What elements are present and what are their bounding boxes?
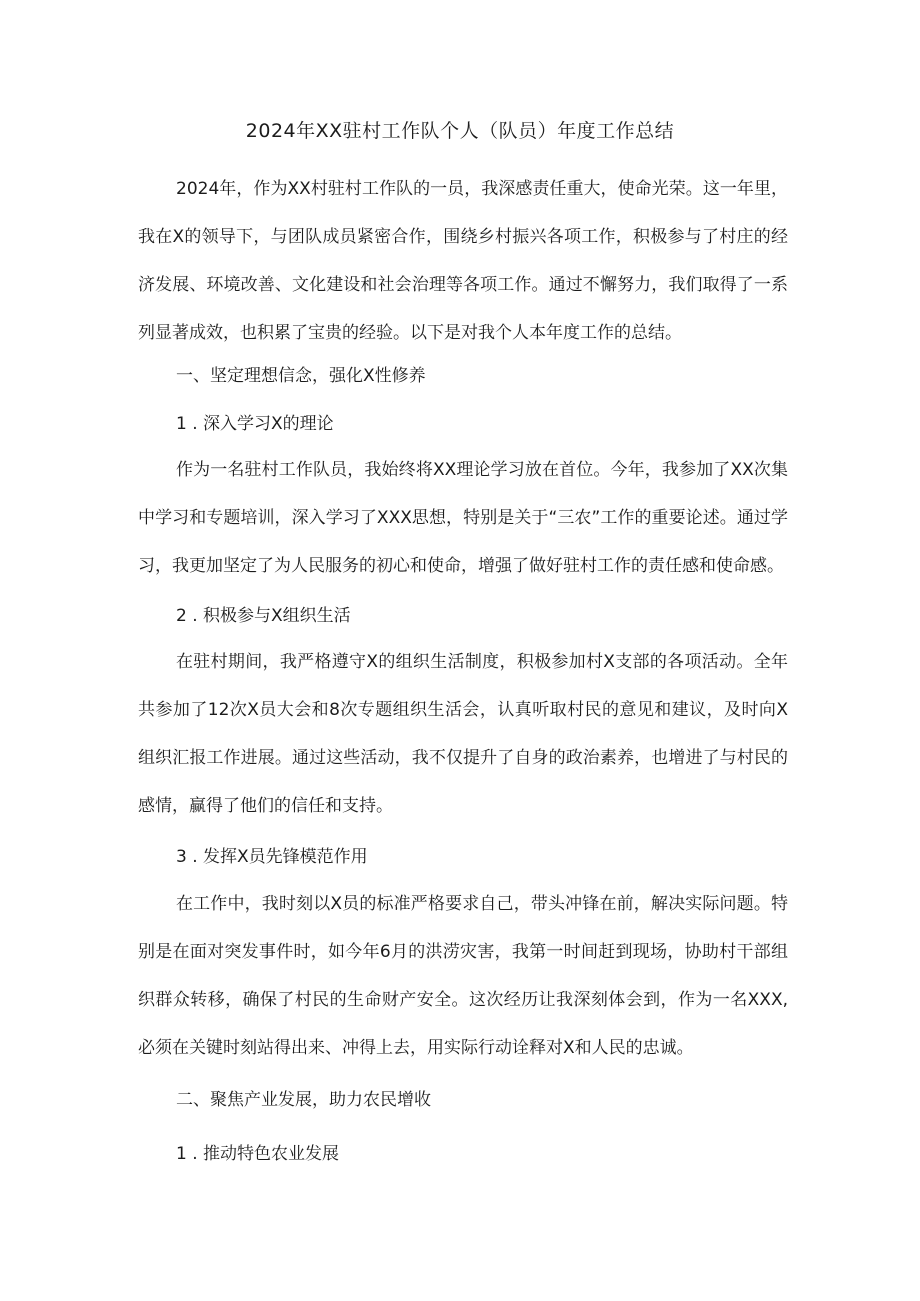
- section-heading-2: 二、聚焦产业发展，助力农民增收: [176, 1090, 431, 1110]
- subsection-heading-2: 2 . 积极参与X组织生活: [176, 606, 351, 626]
- document-title: 2024年XX驻村工作队个人（队员）年度工作总结: [245, 120, 675, 142]
- subsection-paragraph-2: [138, 638, 788, 830]
- paragraph-text: 2024年，作为XX村驻村工作队的一员，我深感责任重大，使命光荣。这一年里，我在X的领导下，与团队成员紧密合作，围绕乡村振兴各项工作，积极参与了村庄的经济发展、环境改善、文化建设和社会治理等各项工作。通过不懈努力，我们取得了一系列显著成效，也积累了宝贵的经验。以下是对我个人本年度工作的总结。: [138, 179, 788, 343]
- paragraph-text: 在驻村期间，我严格遵守X的组织生活制度，积极参加村X支部的各项活动。全年共参加了12次X员大会和8次专题组织生活会，认真听取村民的意见和建议，及时向X组织汇报工作进展。通过这些活动，我不仅提升了自身的政治素养，也增进了与村民的感情，赢得了他们的信任和支持。: [138, 652, 788, 816]
- subsection-heading-3: 3 . 发挥X员先锋模范作用: [176, 847, 368, 867]
- intro-paragraph: [138, 165, 788, 357]
- subsection-paragraph-3: [138, 880, 788, 1072]
- paragraph-text: 在工作中，我时刻以X员的标准严格要求自己，带头冲锋在前，解决实际问题。特别是在面对突发事件时，如今年6月的洪涝灾害，我第一时间赶到现场，协助村干部组织群众转移，确保了村民的生命财产安全。这次经历让我深刻体会到，作为一名XXX,必须在关键时刻站得出来、冲得上去，用实际行动诠释对X和人民的忠诚。: [138, 894, 788, 1058]
- subsection-paragraph-1: [138, 446, 788, 590]
- section-heading-1: 一、坚定理想信念，强化X性修养: [176, 366, 426, 386]
- subsection-heading-4: 1 . 推动特色农业发展: [176, 1144, 340, 1164]
- subsection-heading-1: 1 . 深入学习X的理论: [176, 414, 334, 434]
- paragraph-text: 作为一名驻村工作队员，我始终将XX理论学习放在首位。今年，我参加了XX次集中学习和专题培训，深入学习了XXX思想，特别是关于“三农”工作的重要论述。通过学习，我更加坚定了为人民服务的初心和使命，增强了做好驻村工作的责任感和使命感。: [138, 460, 788, 576]
